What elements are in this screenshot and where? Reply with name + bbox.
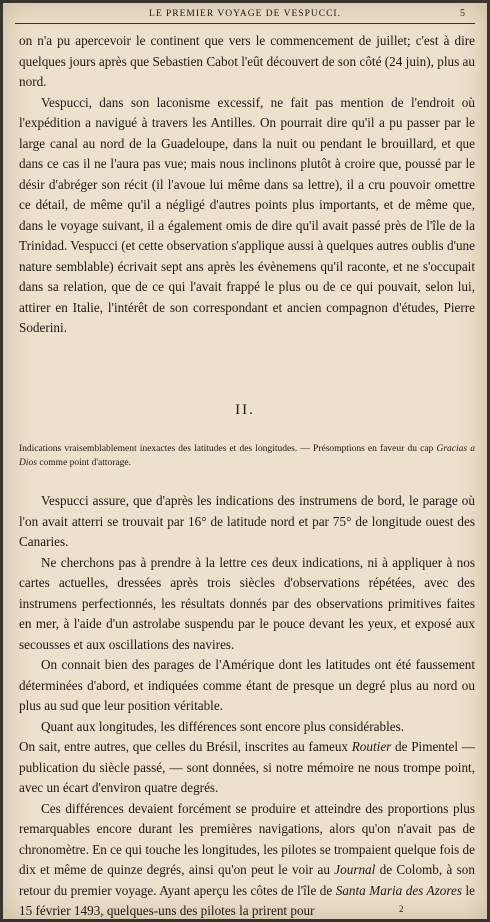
running-head: LE PREMIER VOYAGE DE VESPUCCI. (149, 9, 341, 19)
section-summary (19, 442, 475, 470)
text-run: de Pimentel — publication du siècle passé, — sont données, si notre mémoire ne nous trompe point, avec un écart d'environ quatre degrés. (19, 739, 475, 795)
paragraph (19, 737, 475, 799)
text-run: On sait, entre autres, que celles du Brésil, inscrites au fameux (19, 739, 352, 754)
summary-italic: Gracias a Dios (19, 444, 475, 468)
page-number: 5 (460, 8, 465, 19)
paragraph: Ne cherchons pas à prendre à la lettre ces deux indications, ni à appliquer à nos cartes actuelles, dressées après trois siècles d'observations répétées, avec des instrumens perfectionnés, les résultats donnés par des observations primitives faites en mer, à l'aide d'un astrolabe suspendu par le pouce devant les yeux, et exposé aux secousses et aux oscillations des navires. (19, 554, 475, 652)
italic-run: Journal (334, 862, 376, 877)
paragraph: On connait bien des parages de l'Amérique dont les latitudes ont été faussement déterminées d'abord, et indiquées comme étant de presque un degré plus au nord ou plus au sud que leur position véritable. (19, 657, 475, 713)
summary-text: comme point d'attorage. (36, 458, 131, 468)
paragraph: Vespucci, dans son laconisme excessif, ne fait pas mention de l'endroit où l'expédition a navigué à travers les Antilles. On pourrait dire qu'il a pu passer par le large canal au nord de la Guadeloupe, dans la nuit ou pendant le brouillard, et que dans ce cas il ne l'aura pas vue; mais nous inclinons plutôt à croire que, poussé par le désir d'abréger son récit (il l'avoue lui même dans sa lettre), il a cru pouvoir omettre ce détail, de même qu'il a négligé d'autres points plus importants, et de même que, dans le voyage suivant, il a également omis de dire qu'il avait passé près de l'île de la Trinidad. Vespucci (et cette observation s'applique aussi à quelques autres oublis d'une nature semblable) écrivait sept ans après les évènemens qu'il raconte, et ne s'occupait dans sa relation, que de ce qui l'avait frappé le plus ou de ce qui pouvait, selon lui, attirer en Italie, l'intérêt de son correspondant et ancien compagnon d'études, Pierre Soderini. (19, 94, 475, 335)
text-block-1 (19, 31, 475, 339)
text-block-2 (19, 491, 475, 919)
text-run: de Colomb, à son retour du premier voyage. Ayant aperçu les côtes de l'île de (19, 862, 475, 898)
text-run: Ces différences devaient forcément se produire et atteindre des proportions plus remarquables encore durant les premières navigations, alors qu'on n'avait pas de chronomètre. En ce qui touche les longitudes, les pilotes se trompaient quelque fois de dix et même de quinze degrés, ainsi qu'on peut le voir au (19, 800, 475, 877)
book-page (3, 3, 487, 919)
paragraph (19, 799, 475, 920)
header-rule (15, 23, 475, 24)
italic-run: Santa Maria des Azores (335, 882, 462, 898)
italic-run: Routier (351, 739, 392, 754)
paragraph: on n'a pu apercevoir le continent que vers le commencement de juillet; c'est à dire quelques jours après que Sebastien Cabot l'eût découvert de son côté (24 juin), plus au nord. (19, 33, 475, 89)
paragraph: Vespucci assure, que d'après les indications des instrumens de bord, le parage où l'on avait atterri se trouvait par 16° de latitude nord et par 75° de longitude ouest des Canaries. (19, 493, 475, 549)
section-heading: II. (235, 402, 255, 418)
text-run: le 15 février 1493, quelques-uns des pilotes la prirent pour (19, 882, 475, 918)
signature-mark: 2 (399, 904, 404, 914)
summary-text: Indications vraisemblablement inexactes des latitudes et des longitudes. — Présomptions en faveur du cap (19, 444, 437, 454)
paragraph: Quant aux longitudes, les différences sont encore plus considérables. (41, 718, 405, 734)
